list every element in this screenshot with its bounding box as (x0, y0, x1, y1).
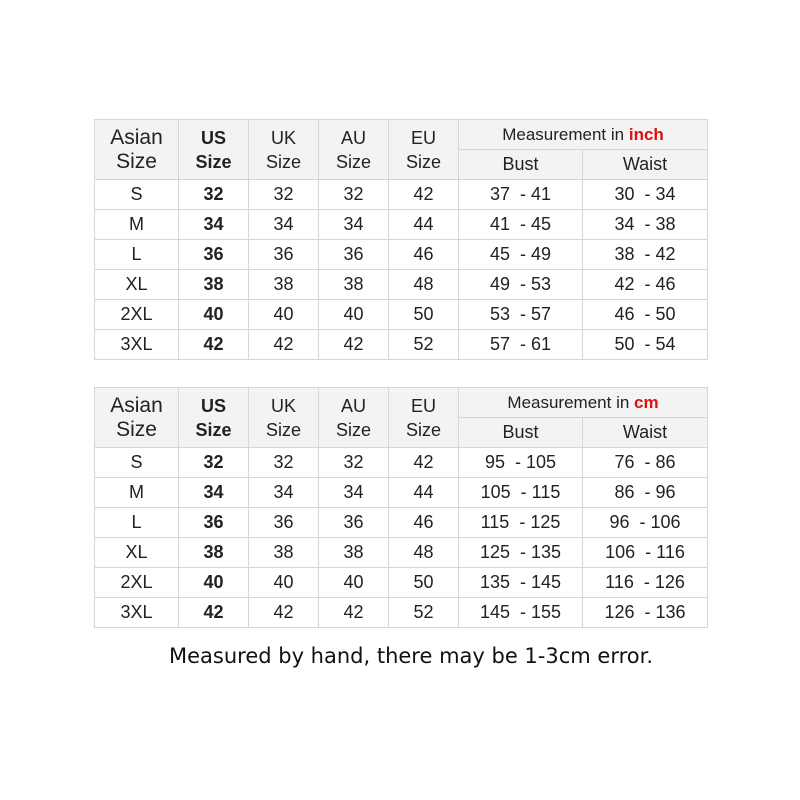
eu-size-cell: 42 (389, 180, 459, 210)
uk-size-cell: 34 (249, 478, 319, 508)
header-measurement: Measurement in cm (459, 388, 708, 418)
table-row (95, 478, 708, 508)
uk-size-cell: 38 (249, 270, 319, 300)
eu-size-cell: 52 (389, 598, 459, 628)
asian-size-cell: 3XL (95, 330, 179, 360)
table-row (95, 270, 708, 300)
asian-size-cell: M (95, 478, 179, 508)
us-size-cell: 42 (179, 330, 249, 360)
waist-cell: 96 - 106 (583, 508, 708, 538)
waist-cell: 38 - 42 (583, 240, 708, 270)
table-row (95, 538, 708, 568)
au-size-cell: 40 (319, 300, 389, 330)
bust-cell: 135 - 145 (459, 568, 583, 598)
header-asian-size: Asian Size (95, 120, 179, 180)
bust-cell: 45 - 49 (459, 240, 583, 270)
us-size-cell: 34 (179, 210, 249, 240)
waist-cell: 42 - 46 (583, 270, 708, 300)
table-row (95, 330, 708, 360)
waist-cell: 30 - 34 (583, 180, 708, 210)
waist-cell: 106 - 116 (583, 538, 708, 568)
us-size-cell: 32 (179, 448, 249, 478)
uk-size-cell: 42 (249, 598, 319, 628)
header-au-size: AU Size (319, 120, 389, 180)
header-us-size: US Size (179, 120, 249, 180)
uk-size-cell: 36 (249, 240, 319, 270)
au-size-cell: 36 (319, 240, 389, 270)
eu-size-cell: 50 (389, 568, 459, 598)
au-size-cell: 42 (319, 598, 389, 628)
header-uk-size: UK Size (249, 120, 319, 180)
au-size-cell: 42 (319, 330, 389, 360)
waist-cell: 126 - 136 (583, 598, 708, 628)
header-us-size: US Size (179, 388, 249, 448)
eu-size-cell: 46 (389, 240, 459, 270)
au-size-cell: 32 (319, 448, 389, 478)
waist-cell: 46 - 50 (583, 300, 708, 330)
asian-size-cell: M (95, 210, 179, 240)
us-size-cell: 40 (179, 568, 249, 598)
table-row (95, 598, 708, 628)
us-size-cell: 40 (179, 300, 249, 330)
unit-label: inch (628, 124, 664, 144)
header-eu-size: EU Size (389, 388, 459, 448)
us-size-cell: 42 (179, 598, 249, 628)
table-row (95, 180, 708, 210)
waist-cell: 50 - 54 (583, 330, 708, 360)
waist-cell: 34 - 38 (583, 210, 708, 240)
table-row (95, 568, 708, 598)
eu-size-cell: 46 (389, 508, 459, 538)
eu-size-cell: 52 (389, 330, 459, 360)
header-waist: Waist (583, 418, 708, 448)
header-au-size: AU Size (319, 388, 389, 448)
unit-label: cm (634, 392, 659, 412)
header-asian-size: Asian Size (95, 388, 179, 448)
asian-size-cell: S (95, 180, 179, 210)
size-chart-inch (94, 119, 708, 360)
header-uk-size: UK Size (249, 388, 319, 448)
eu-size-cell: 48 (389, 538, 459, 568)
bust-cell: 125 - 135 (459, 538, 583, 568)
us-size-cell: 36 (179, 240, 249, 270)
waist-cell: 116 - 126 (583, 568, 708, 598)
table-row (95, 210, 708, 240)
us-size-cell: 36 (179, 508, 249, 538)
us-size-cell: 38 (179, 270, 249, 300)
bust-cell: 37 - 41 (459, 180, 583, 210)
au-size-cell: 32 (319, 180, 389, 210)
bust-cell: 41 - 45 (459, 210, 583, 240)
size-chart-cm (94, 387, 708, 628)
header-waist: Waist (583, 150, 708, 180)
au-size-cell: 40 (319, 568, 389, 598)
bust-cell: 145 - 155 (459, 598, 583, 628)
waist-cell: 76 - 86 (583, 448, 708, 478)
au-size-cell: 34 (319, 478, 389, 508)
uk-size-cell: 40 (249, 300, 319, 330)
header-eu-size: EU Size (389, 120, 459, 180)
uk-size-cell: 40 (249, 568, 319, 598)
au-size-cell: 34 (319, 210, 389, 240)
us-size-cell: 38 (179, 538, 249, 568)
eu-size-cell: 44 (389, 210, 459, 240)
bust-cell: 57 - 61 (459, 330, 583, 360)
au-size-cell: 38 (319, 538, 389, 568)
header-bust: Bust (459, 418, 583, 448)
bust-cell: 115 - 125 (459, 508, 583, 538)
table-row (95, 508, 708, 538)
header-measurement: Measurement in inch (459, 120, 708, 150)
eu-size-cell: 44 (389, 478, 459, 508)
measurement-note: Measured by hand, there may be 1-3cm error. (168, 644, 653, 668)
au-size-cell: 38 (319, 270, 389, 300)
header-bust: Bust (459, 150, 583, 180)
eu-size-cell: 42 (389, 448, 459, 478)
uk-size-cell: 34 (249, 210, 319, 240)
eu-size-cell: 50 (389, 300, 459, 330)
asian-size-cell: XL (95, 538, 179, 568)
au-size-cell: 36 (319, 508, 389, 538)
eu-size-cell: 48 (389, 270, 459, 300)
bust-cell: 105 - 115 (459, 478, 583, 508)
table-row (95, 448, 708, 478)
us-size-cell: 32 (179, 180, 249, 210)
uk-size-cell: 32 (249, 180, 319, 210)
uk-size-cell: 38 (249, 538, 319, 568)
table-row (95, 300, 708, 330)
waist-cell: 86 - 96 (583, 478, 708, 508)
uk-size-cell: 36 (249, 508, 319, 538)
asian-size-cell: S (95, 448, 179, 478)
bust-cell: 53 - 57 (459, 300, 583, 330)
table-row (95, 240, 708, 270)
asian-size-cell: XL (95, 270, 179, 300)
bust-cell: 49 - 53 (459, 270, 583, 300)
uk-size-cell: 42 (249, 330, 319, 360)
uk-size-cell: 32 (249, 448, 319, 478)
bust-cell: 95 - 105 (459, 448, 583, 478)
asian-size-cell: 3XL (95, 598, 179, 628)
asian-size-cell: L (95, 240, 179, 270)
asian-size-cell: L (95, 508, 179, 538)
asian-size-cell: 2XL (95, 568, 179, 598)
us-size-cell: 34 (179, 478, 249, 508)
asian-size-cell: 2XL (95, 300, 179, 330)
